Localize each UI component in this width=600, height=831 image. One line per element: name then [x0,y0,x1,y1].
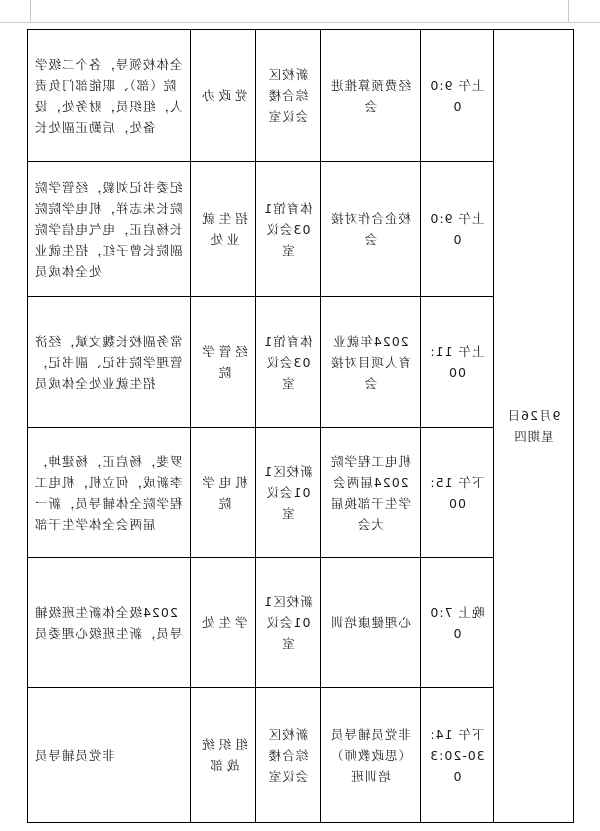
page-margin-mark-right [568,0,569,22]
event-cell: 经费预算推进会 [321,30,421,162]
attendees-cell: 非党员辅导员 [28,688,191,823]
time-cell: 下午 15:00 [421,428,494,558]
event-cell: 机电工程学院2024届两会学生干部换届大会 [321,428,421,558]
table-row [28,30,574,162]
time-cell: 上午 9:00 [421,30,494,162]
location-cell: 新校区101会议室 [256,558,321,688]
location-cell: 体育馆103会议室 [256,162,321,297]
attendees-cell: 全体校领导，各个二级学院（部）、职能部门负责人，组织员，财务处，设备处，后勤正副处长 [28,30,191,162]
table-row [28,162,574,297]
date-cell: 9月26日 星期四 [494,30,574,823]
time-cell: 晚上 7:00 [421,558,494,688]
event-cell: 校企合作对接会 [321,162,421,297]
table-row [28,688,574,823]
table-row [28,297,574,428]
time-cell: 下午 14:30-20:30 [421,688,494,823]
location-cell: 体育馆103会议室 [256,297,321,428]
location-cell: 新校区综合楼会议室 [256,30,321,162]
attendees-cell: 罗斐，杨启正，杨建坤，李新成，何立机，机电工程学院全体辅导员，新一届两会全体学生干部 [28,428,191,558]
attendees-cell: 2024级全体新生班级辅导员，新生班级心理委员 [28,558,191,688]
time-cell: 上午 9:00 [421,162,494,297]
organizer-cell: 招生就业处 [191,162,256,297]
page-header-rule [0,22,600,23]
organizer-cell: 学生处 [191,558,256,688]
organizer-cell: 组织统战部 [191,688,256,823]
organizer-cell: 党政办 [191,30,256,162]
event-cell: 2024年就业育人项目对接会 [321,297,421,428]
table-row [28,428,574,558]
organizer-cell: 经管学院 [191,297,256,428]
organizer-cell: 机电学院 [191,428,256,558]
location-cell: 新校区综合楼会议室 [256,688,321,823]
page-margin-mark-left [30,0,31,22]
event-cell: 心理健康培训 [321,558,421,688]
table-row [28,558,574,688]
attendees-cell: 纪委书记刘毅，经管学院院长朱志祥，机电学院院长杨启正，电气电信学院副院长曾子红，招生就业处全体成员 [28,162,191,297]
schedule-table [27,29,574,823]
attendees-cell: 常务副校长魏文斌，经济管理学院书记、副书记，招生就业处全体成员 [28,297,191,428]
time-cell: 上午 11:00 [421,297,494,428]
location-cell: 新校区101会议室 [256,428,321,558]
event-cell: 非党员辅导员（思政教师）培训班 [321,688,421,823]
